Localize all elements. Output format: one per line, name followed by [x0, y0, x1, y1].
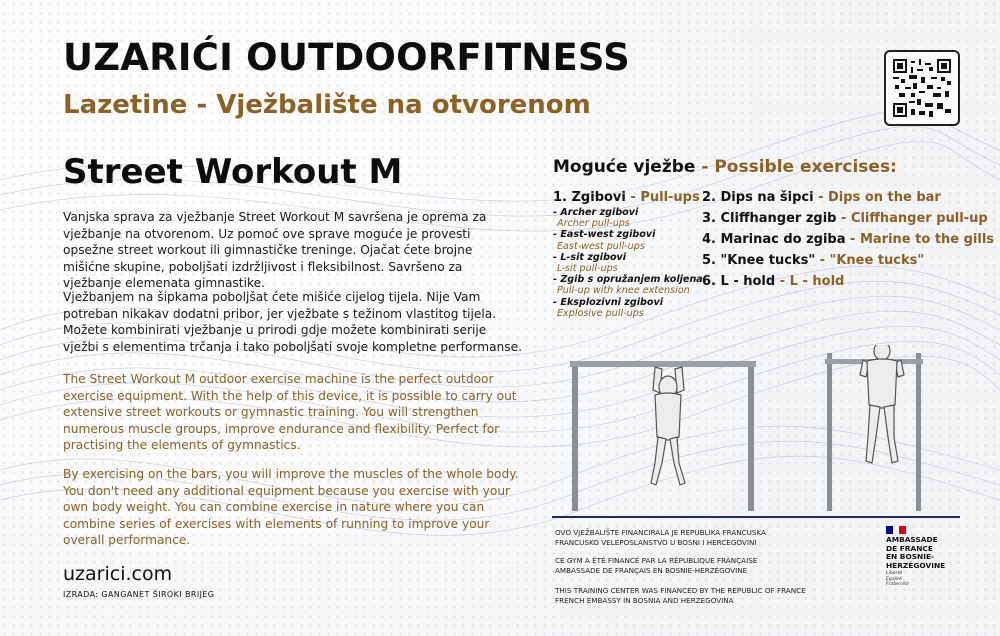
exercise-en: - Cliffhanger pull-up — [841, 211, 988, 226]
exercises-heading-en: - Possible exercises: — [701, 157, 897, 177]
financing-en — [555, 586, 845, 606]
variation-en: East-west pull-ups — [557, 240, 645, 252]
description-hr-2: Vježbanjem na šipkama poboljšat ćete mišiće cijelog tijela. Nije Vam potreban nikakav dodatni pribor, jer vježbate s težinom vlastitog tijela. Možete kombinirati vježbanje u prirodi gdje možete kombinirati serije vježbi s elementima trčanja i tako poboljšati svoje kompletne performanse. — [63, 290, 522, 354]
pullup-bar-front-view — [570, 361, 756, 511]
exercise-en: - "Knee tucks" — [819, 253, 925, 268]
financing-line: OVO VJEŽBALIŠTE FINANCIRALA JE REPUBLIKA FRANCUSKA — [555, 528, 766, 537]
french-flag-icon — [886, 526, 906, 534]
variation-hr: - Archer zgibovi — [553, 207, 639, 218]
pullup-bar-side-view — [825, 345, 923, 511]
financing-line: AMBASSADE DE FRANÇAIS EN BOSNIE-HERZÉGOVINE — [555, 566, 748, 575]
motto-line: Fraternité — [886, 582, 909, 588]
motto-line: Liberté — [886, 571, 903, 577]
variation-hr: - Zgib s opružanjem koljena — [553, 274, 703, 286]
exercise-item-3 — [702, 211, 994, 232]
embassy-motto — [886, 571, 966, 587]
exercises-heading-hr: Moguće vježbe — [553, 157, 696, 177]
exercises-heading — [553, 157, 897, 177]
variation-en: L-sit pull-ups — [557, 263, 618, 275]
financing-hr — [555, 528, 845, 548]
financing-line: THIS TRAINING CENTER WAS FINANCED BY THE REPUBLIC OF FRANCE — [555, 586, 806, 595]
exercise-item-4 — [702, 232, 994, 253]
exercise-list — [702, 190, 994, 295]
qr-code-icon[interactable] — [884, 50, 960, 126]
page-title: UZARIĆI OUTDOORFITNESS — [63, 36, 630, 79]
embassy-name-line: EN BOSNIE- — [886, 552, 935, 562]
description-en-2: By exercising on the bars, you will improve the muscles of the whole body. You don't need any additional equipment because you exercise with your own body weight. You can combine exercise in nature where you can combine series of exercises with elements of running to improve your overall performance. — [63, 467, 519, 547]
exercise-hr: 5. "Knee tucks" — [702, 253, 816, 268]
exercise-en: - Marine to the gills — [850, 232, 995, 247]
exercise-item-6 — [702, 274, 994, 295]
motto-line: Égalité — [886, 576, 902, 582]
financing-line: FRENCH EMBASSY IN BOSNIA AND HERZEGOVINA — [555, 596, 734, 605]
exercise-item-2 — [702, 190, 994, 211]
website-link[interactable]: uzarici.com — [63, 563, 173, 585]
qr-code-graphic — [893, 59, 951, 117]
financing-fr — [555, 556, 845, 576]
variation-hr: - L-sit zgibovi — [553, 251, 627, 263]
embassy-name-line: DE FRANCE — [886, 543, 933, 553]
exercise-en: - Pull-ups — [630, 190, 700, 205]
exercise-en: - Dips on the bar — [818, 190, 941, 205]
financing-line: FRANCUSKO VELEPOSLANSTVO U BOSNI I HERCEGOVINI — [555, 538, 757, 547]
pullup-variations-list — [553, 207, 703, 319]
embassy-name-line: AMBASSADE — [886, 535, 938, 544]
embassy-name-line: HERZÉGOVINE — [886, 560, 946, 570]
exercise-item-5 — [702, 253, 994, 274]
variation-hr: - Eksplozivni zgibovi — [553, 296, 664, 308]
credit-text: IZRADA: GANGANET ŠIROKI BRIJEG — [63, 590, 215, 599]
financing-line: CE GYM A ÉTÉ FINANCÉ PAR LA RÉPUBLIQUE FRANÇAISE — [555, 556, 758, 565]
exercise-hr: 3. Cliffhanger zgib — [702, 211, 837, 226]
page-subtitle: Lazetine - Vježbalište na otvorenom — [63, 90, 591, 120]
exercise-hr: 6. L - hold — [702, 274, 776, 289]
exercise-hr: 1. Zgibovi — [553, 190, 626, 205]
variation-en: Explosive pull-ups — [557, 307, 644, 319]
exercise-en: - L - hold — [779, 274, 845, 289]
variation-en: Archer pull-ups — [557, 218, 630, 230]
footer-divider — [552, 516, 960, 518]
description-en-1: The Street Workout M outdoor exercise machine is the perfect outdoor exercise equipment. With the help of this device, it is possible to carry out extensive street workouts or gymnastic training. You will strengthen numerous muscle groups, improve endurance and flexibility. Perfect for practising the elements of gymnastics. — [63, 372, 517, 452]
product-name: Street Workout M — [63, 152, 403, 192]
description-hr-1: Vanjska sprava za vježbanje Street Workout M savršena je oprema za vježbanje na otvorenom. Uz pomoć ove sprave moguće je provesti opsežne street workout ili gimnastičke treninge. Ojačat ćete brojne mišićne skupine, poboljšati izdržljivost i fleksibilnost. Savršeno za vježbanje elemenata gimnastike. — [63, 210, 487, 290]
embassy-logo — [886, 526, 966, 588]
equipment-illustration — [560, 345, 940, 515]
exercise-hr: 2. Dips na šipci — [702, 190, 814, 205]
exercise-hr: 4. Marinac do zgiba — [702, 232, 846, 247]
exercise-item-1 — [553, 190, 700, 205]
variation-hr: - East-west zgibovi — [553, 229, 656, 241]
variation-en: Pull-up with knee extension — [557, 285, 690, 297]
